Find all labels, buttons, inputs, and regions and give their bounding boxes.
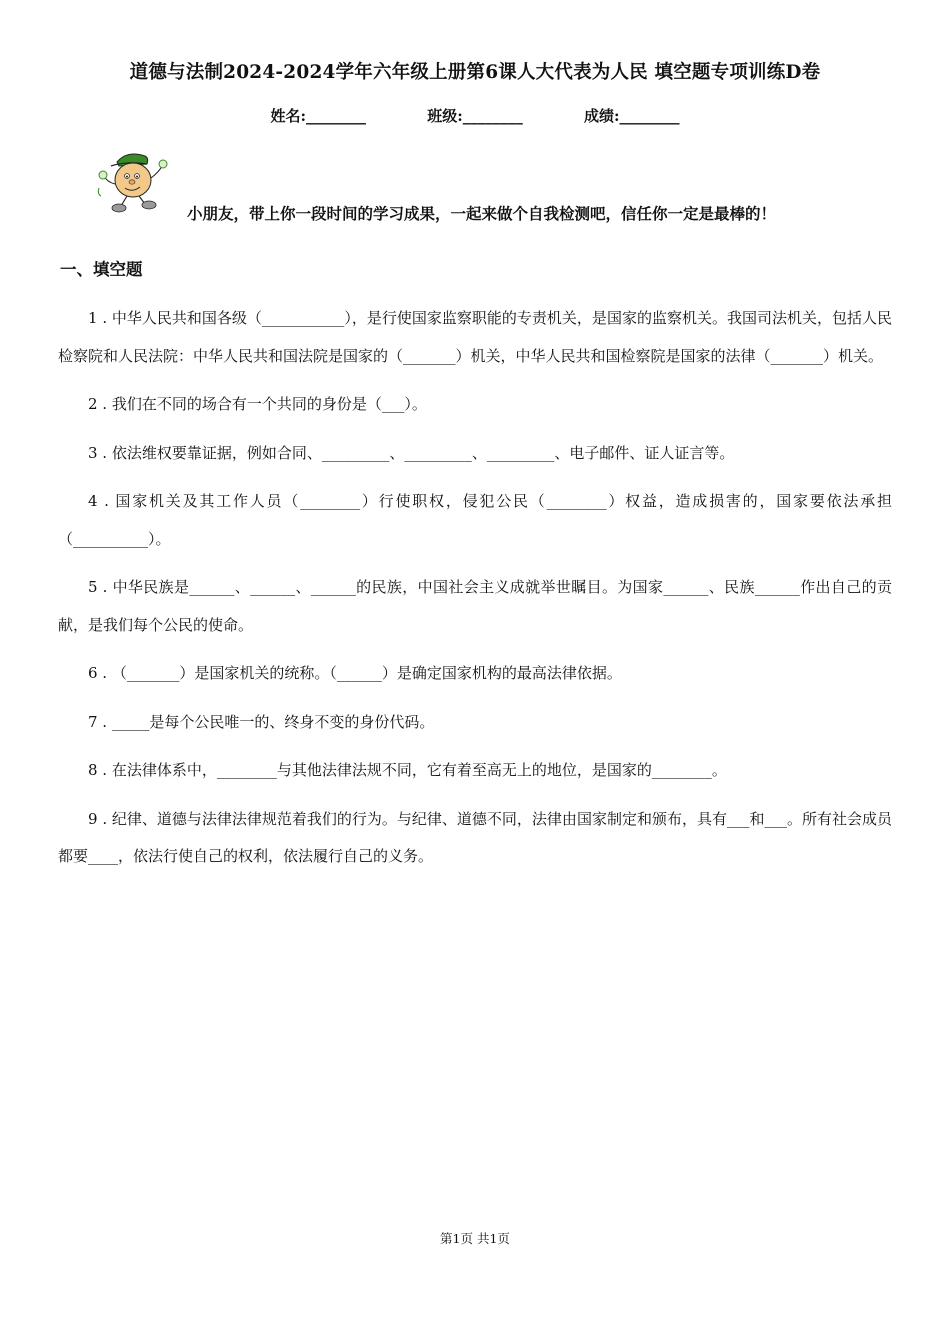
score-field-label: 成绩:________ — [584, 107, 680, 125]
question-item: 5 . 中华民族是______、______、______的民族，中国社会主义成就举世瞩目。为国家______、民族______作出自己的贡献，是我们每个公民的使命。 — [58, 578, 892, 634]
question-item: 4 . 国家机关及其工作人员（________）行使职权，侵犯公民（________）权益，造成损害的，国家要依法承担（__________）。 — [58, 492, 892, 548]
name-field-label: 姓名:________ — [270, 107, 366, 125]
question-list — [58, 300, 892, 887]
question-item: 3 . 依法维权要靠证据，例如合同、_________、_________、_________、电子邮件、证人证言等。 — [88, 443, 735, 462]
mascot-cartoon-icon — [95, 148, 175, 214]
greeting-text: 小朋友，带上你一段时间的学习成果，一起来做个自我检测吧，信任你一定是最棒的！ — [187, 204, 777, 223]
question-item: 9 . 纪律、道德与法律法律规范着我们的行为。与纪律、道德不同，法律由国家制定和颁布，具有___和___。所有社会成员都要____，依法行使自己的权利，依法履行自己的义务。 — [58, 809, 892, 865]
class-field-label: 班级:________ — [427, 107, 523, 125]
question-item: 2 . 我们在不同的场合有一个共同的身份是（___）。 — [88, 395, 427, 413]
page-footer: 第1页 共1页 — [440, 1231, 510, 1246]
question-item: 6 . （_______）是国家机关的统称。（______）是确定国家机构的最高法律依据。 — [88, 664, 622, 682]
question-item: 1 . 中华人民共和国各级（___________），是行使国家监察职能的专责机关，是国家的监察机关。我国司法机关，包括人民检察院和人民法院：中华人民共和国法院是国家的（_______）机关，中华人民共和国检察院是国家的法律（_______）机关。 — [58, 309, 892, 365]
student-info-row — [0, 105, 950, 126]
question-item: 8 . 在法律体系中，________与其他法律法规不同，它有着至高无上的地位，是国家的________。 — [88, 761, 727, 779]
section-title: 一、填空题 — [60, 260, 143, 279]
page-title: 道德与法制2024-2024学年六年级上册第6课人大代表为人民 填空题专项训练D卷 — [129, 62, 821, 83]
question-item: 7 . _____是每个公民唯一的、终身不变的身份代码。 — [88, 712, 435, 731]
